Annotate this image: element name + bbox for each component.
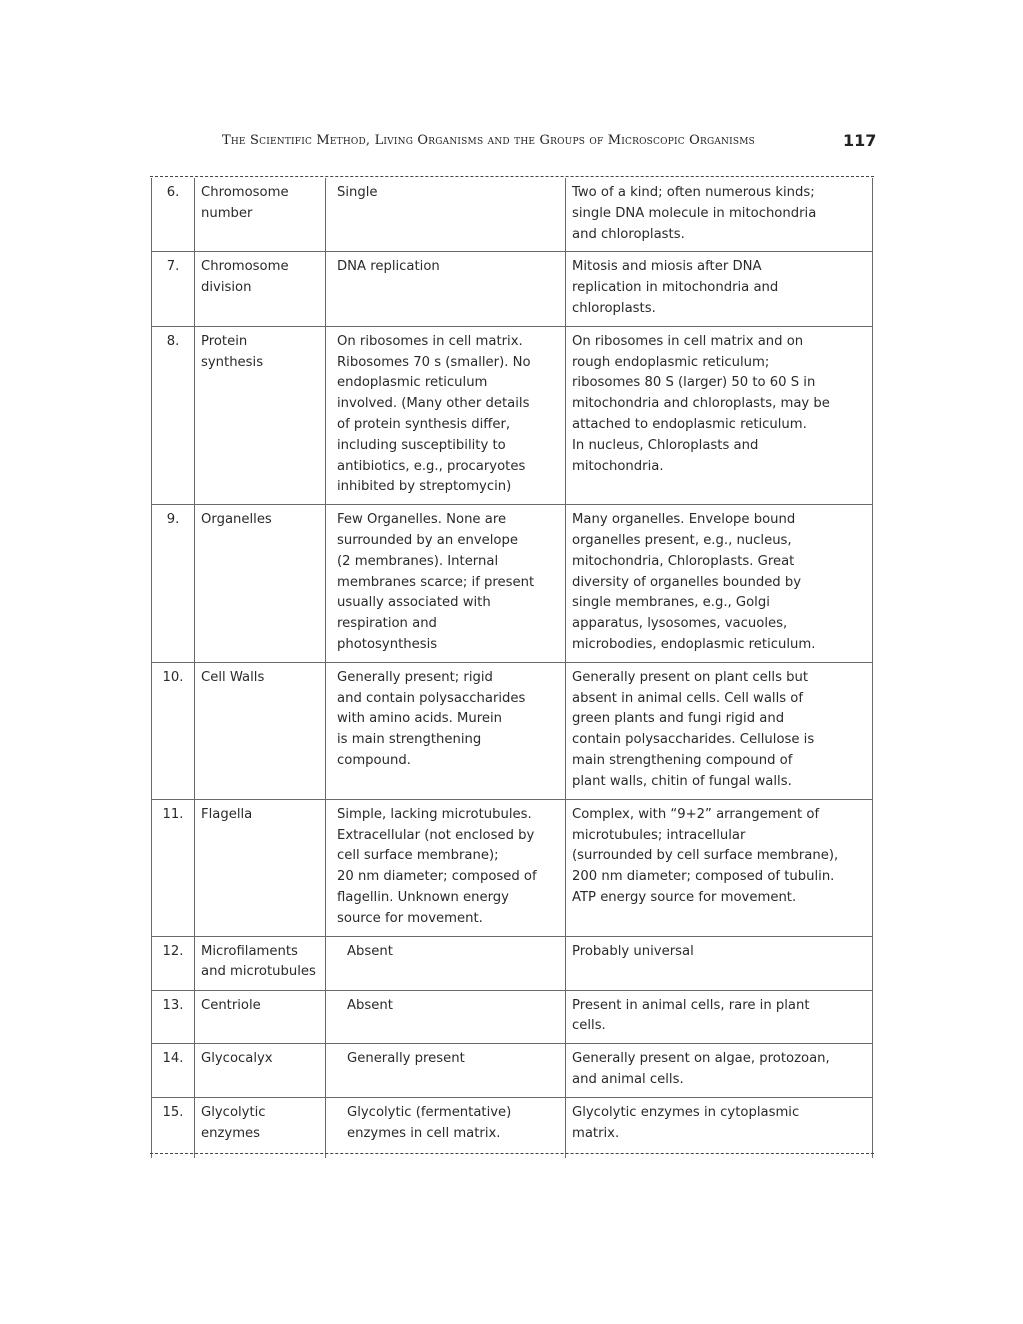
table-bottom-dashed-rule: [150, 1153, 874, 1154]
cell-text-line: respiration and: [337, 616, 437, 632]
cell-text-line: mitochondria and chloroplasts, may be: [572, 396, 830, 412]
cell-text-line: organelles present, e.g., nucleus,: [572, 532, 792, 548]
eukaryote-cell: [566, 1098, 873, 1158]
table-row: [152, 1098, 873, 1158]
table-row: [152, 662, 873, 799]
cell-text-line: DNA replication: [337, 259, 440, 275]
cell-text-line: On ribosomes in cell matrix.: [337, 333, 523, 349]
eukaryote-cell: [566, 662, 873, 799]
cell-text-line: ribosomes 80 S (larger) 50 to 60 S in: [572, 375, 816, 391]
cell-text-line: Absent: [347, 943, 393, 959]
eukaryote-cell: [566, 799, 873, 936]
cell-text-line: and contain polysaccharides: [337, 690, 526, 706]
prokaryote-cell: [326, 990, 566, 1044]
cell-text-line: (surrounded by cell surface membrane),: [572, 848, 839, 864]
cell-text-line: Generally present on plant cells but: [572, 669, 809, 685]
cell-text-line: (2 membranes). Internal: [337, 553, 499, 569]
cell-text-line: microtubules; intracellular: [572, 827, 746, 843]
feature-cell: [195, 178, 326, 252]
feature-cell: [195, 1044, 326, 1098]
cell-text-line: rough endoplasmic reticulum;: [572, 354, 770, 370]
cell-text-line: ATP energy source for movement.: [572, 889, 797, 905]
cell-text-line: main strengthening compound of: [572, 752, 793, 768]
cell-text-line: microbodies, endoplasmic reticulum.: [572, 636, 816, 652]
cell-text-line: absent in animal cells. Cell walls of: [572, 690, 804, 706]
page-number: 117: [843, 131, 877, 150]
cell-text-line: including susceptibility to: [337, 437, 506, 453]
cell-text-line: Cell Walls: [201, 669, 265, 685]
cell-text-line: 20 nm diameter; composed of: [337, 869, 537, 885]
cell-text-line: plant walls, chitin of fungal walls.: [572, 773, 792, 789]
cell-text-line: mitochondria, Chloroplasts. Great: [572, 553, 795, 569]
cell-text-line: and animal cells.: [572, 1071, 684, 1087]
cell-text-line: Absent: [347, 997, 393, 1013]
prokaryote-cell: [326, 252, 566, 326]
cell-text-line: Glycocalyx: [201, 1051, 273, 1067]
cell-text-line: is main strengthening: [337, 732, 482, 748]
table-row: [152, 326, 873, 504]
cell-text-line: Glycolytic enzymes in cytoplasmic: [572, 1105, 800, 1121]
table-top-dashed-rule: [150, 176, 874, 177]
eukaryote-cell: [566, 1044, 873, 1098]
eukaryote-cell: [566, 252, 873, 326]
prokaryote-cell: [326, 936, 566, 990]
eukaryote-cell: [566, 936, 873, 990]
prokaryote-cell: [326, 662, 566, 799]
cell-text-line: Mitosis and miosis after DNA: [572, 259, 762, 275]
cell-text-line: Generally present: [347, 1051, 465, 1067]
cell-text-line: and microtubules: [201, 964, 316, 980]
cell-text-line: membranes scarce; if present: [337, 574, 535, 590]
cell-text-line: Microfilaments: [201, 943, 298, 959]
table-row: [152, 252, 873, 326]
table-row: [152, 178, 873, 252]
cell-text-line: matrix.: [572, 1125, 620, 1141]
cell-text-line: Organelles: [201, 512, 272, 528]
prokaryote-cell: [326, 178, 566, 252]
cell-text-line: source for movement.: [337, 910, 483, 926]
cell-text-line: Glycolytic (fermentative): [347, 1105, 512, 1121]
cell-text-line: with amino acids. Murein: [337, 711, 503, 727]
cell-text-line: endoplasmic reticulum: [337, 375, 488, 391]
cell-text-line: Many organelles. Envelope bound: [572, 512, 796, 528]
feature-cell: [195, 1098, 326, 1158]
cell-text-line: cell surface membrane);: [337, 848, 499, 864]
table-body: [152, 178, 873, 1158]
cell-text-line: In nucleus, Chloroplasts and: [572, 437, 759, 453]
row-number: 8.: [152, 326, 195, 504]
cell-text-line: antibiotics, e.g., procaryotes: [337, 458, 526, 474]
row-number: 10.: [152, 662, 195, 799]
prokaryote-cell: [326, 1098, 566, 1158]
cell-text-line: Centriole: [201, 997, 261, 1013]
prokaryote-cell: [326, 1044, 566, 1098]
cell-text-line: synthesis: [201, 354, 264, 370]
cell-text-line: Present in animal cells, rare in plant: [572, 997, 810, 1013]
row-number: 11.: [152, 799, 195, 936]
cell-text-line: green plants and fungi rigid and: [572, 711, 785, 727]
comparison-table-container: [151, 178, 873, 1158]
cell-text-line: flagellin. Unknown energy: [337, 889, 509, 905]
feature-cell: [195, 799, 326, 936]
feature-cell: [195, 252, 326, 326]
comparison-table: [151, 178, 873, 1158]
cell-text-line: Complex, with “9+2” arrangement of: [572, 806, 820, 822]
cell-text-line: Two of a kind; often numerous kinds;: [572, 185, 815, 200]
cell-text-line: Flagella: [201, 806, 253, 822]
cell-text-line: enzymes: [201, 1125, 261, 1141]
cell-text-line: 200 nm diameter; composed of tubulin.: [572, 869, 835, 885]
cell-text-line: compound.: [337, 752, 411, 768]
prokaryote-cell: [326, 799, 566, 936]
feature-cell: [195, 990, 326, 1044]
row-number: 13.: [152, 990, 195, 1044]
row-number: 12.: [152, 936, 195, 990]
cell-text-line: apparatus, lysosomes, vacuoles,: [572, 616, 788, 632]
cell-text-line: chloroplasts.: [572, 300, 656, 316]
cell-text-line: Probably universal: [572, 943, 694, 959]
prokaryote-cell: [326, 326, 566, 504]
row-number: 6.: [152, 178, 195, 252]
cell-text-line: surrounded by an envelope: [337, 532, 518, 548]
cell-text-line: of protein synthesis differ,: [337, 416, 511, 432]
cell-text-line: Simple, lacking microtubules.: [337, 806, 532, 822]
cell-text-line: On ribosomes in cell matrix and on: [572, 333, 804, 349]
feature-cell: [195, 326, 326, 504]
cell-text-line: contain polysaccharides. Cellulose is: [572, 732, 815, 748]
cell-text-line: and chloroplasts.: [572, 226, 685, 242]
cell-text-line: single membranes, e.g., Golgi: [572, 595, 770, 611]
table-row: [152, 1044, 873, 1098]
row-number: 7.: [152, 252, 195, 326]
cell-text-line: Glycolytic: [201, 1105, 266, 1121]
cell-text-line: involved. (Many other details: [337, 396, 530, 412]
cell-text-line: Extracellular (not enclosed by: [337, 827, 535, 843]
cell-text-line: cells.: [572, 1018, 606, 1034]
eukaryote-cell: [566, 178, 873, 252]
row-number: 9.: [152, 505, 195, 663]
cell-text-line: diversity of organelles bounded by: [572, 574, 802, 590]
row-number: 15.: [152, 1098, 195, 1158]
eukaryote-cell: [566, 505, 873, 663]
cell-text-line: division: [201, 280, 252, 296]
cell-text-line: single DNA molecule in mitochondria: [572, 205, 817, 221]
cell-text-line: Few Organelles. None are: [337, 512, 507, 528]
cell-text-line: inhibited by streptomycin): [337, 479, 512, 495]
row-number: 14.: [152, 1044, 195, 1098]
prokaryote-cell: [326, 505, 566, 663]
eukaryote-cell: [566, 990, 873, 1044]
feature-cell: [195, 505, 326, 663]
table-row: [152, 990, 873, 1044]
running-head: The Scientific Method, Living Organisms and the Groups of Microscopic Organisms: [222, 133, 756, 148]
cell-text-line: attached to endoplasmic reticulum.: [572, 416, 807, 432]
cell-text-line: replication in mitochondria and: [572, 280, 779, 296]
cell-text-line: Generally present; rigid: [337, 669, 493, 685]
table-row: [152, 799, 873, 936]
cell-text-line: mitochondria.: [572, 458, 664, 474]
feature-cell: [195, 936, 326, 990]
cell-text-line: Ribosomes 70 s (smaller). No: [337, 354, 531, 370]
cell-text-line: enzymes in cell matrix.: [347, 1125, 501, 1141]
eukaryote-cell: [566, 326, 873, 504]
feature-cell: [195, 662, 326, 799]
cell-text-line: Chromosome: [201, 259, 289, 275]
cell-text-line: photosynthesis: [337, 636, 438, 652]
cell-text-line: Single: [337, 185, 378, 200]
cell-text-line: Chromosome: [201, 185, 289, 200]
cell-text-line: Protein: [201, 333, 248, 349]
cell-text-line: Generally present on algae, protozoan,: [572, 1051, 830, 1067]
cell-text-line: usually associated with: [337, 595, 491, 611]
table-row: [152, 505, 873, 663]
cell-text-line: number: [201, 205, 253, 221]
table-row: [152, 936, 873, 990]
